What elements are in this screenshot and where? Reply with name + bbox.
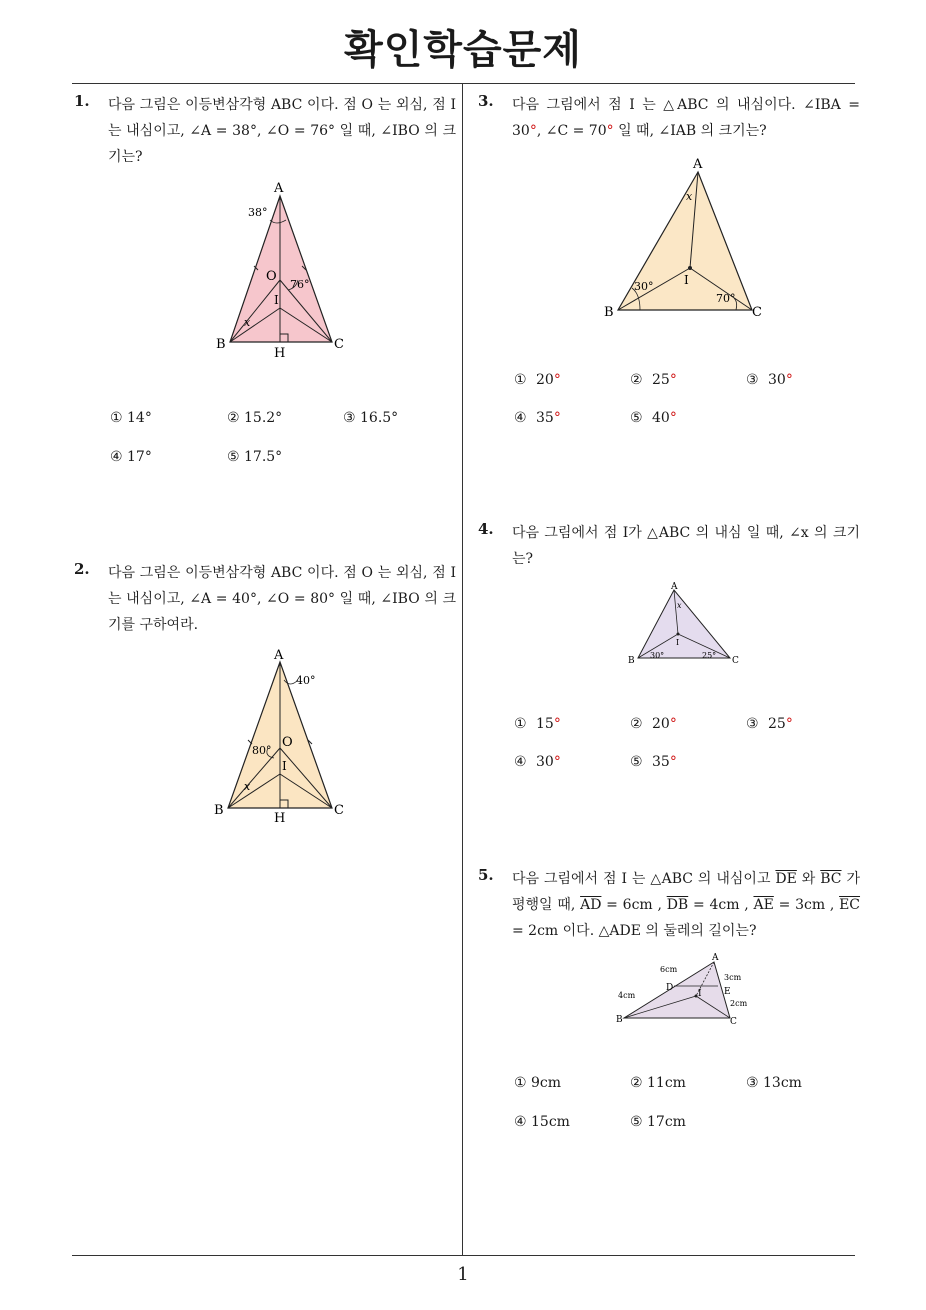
- label-i: I: [698, 989, 702, 999]
- choice-5-5[interactable]: ⑤ 17cm: [630, 1114, 686, 1130]
- label-ec: 2cm: [730, 999, 748, 1008]
- choice-3-4[interactable]: [514, 410, 561, 426]
- column-divider: [462, 83, 463, 1256]
- choice-value: 40: [652, 410, 670, 426]
- text-part: = 4cm ,: [688, 897, 754, 913]
- label-db: 4cm: [618, 991, 636, 1000]
- choice-3-3[interactable]: [746, 372, 793, 388]
- choice-number: ④: [514, 754, 527, 770]
- degree-mark: °: [785, 716, 793, 732]
- problem-text: 다음 그림은 이등변삼각형 ABC 이다. 점 O 는 외심, 점 I 는 내심이고, ∠A = 38°, ∠O = 76° 일 때, ∠IBO 의 크기는?: [108, 97, 456, 165]
- choice-number: ①: [514, 716, 527, 732]
- page-number: 1: [457, 1264, 469, 1285]
- text-part: 가 평행일 때,: [512, 871, 860, 913]
- choice-4-5[interactable]: [630, 754, 677, 770]
- segment-ae: $\overline{AE}$: [753, 897, 774, 913]
- choice-value: 20: [652, 716, 670, 732]
- choice-1-3[interactable]: ③ 16.5°: [343, 410, 399, 426]
- segment-db: $\overline{DB}$: [666, 897, 689, 913]
- label-b: B: [628, 656, 635, 666]
- label-angle-c: 25°: [702, 651, 717, 660]
- label-b: B: [604, 305, 614, 320]
- figure-problem-4: [622, 580, 746, 670]
- figure-problem-5: [612, 950, 762, 1030]
- degree-mark: °: [553, 754, 561, 770]
- label-angle-b: 30°: [634, 280, 654, 293]
- choice-number: ③: [746, 372, 759, 388]
- choice-4-2[interactable]: [630, 716, 677, 732]
- label-a: A: [274, 648, 284, 663]
- choice-1-5[interactable]: ⑤ 17.5°: [227, 449, 283, 465]
- choice-4-4[interactable]: [514, 754, 561, 770]
- degree-mark: °: [553, 372, 561, 388]
- label-i: I: [274, 293, 279, 307]
- label-angle-x: x: [244, 316, 251, 329]
- segment-de: $\overline{DE}$: [775, 871, 797, 887]
- label-a: A: [671, 582, 678, 592]
- label-h: H: [274, 811, 286, 826]
- problem-number: 2.: [74, 560, 90, 578]
- label-a: A: [274, 181, 284, 196]
- label-a: A: [712, 953, 719, 963]
- label-angle-x: x: [677, 601, 682, 610]
- choice-value: 20: [536, 372, 554, 388]
- label-c: C: [334, 803, 344, 818]
- degree-mark: °: [553, 716, 561, 732]
- segment-ad: $\overline{AD}$: [580, 897, 602, 913]
- degree-mark: °: [669, 716, 677, 732]
- choice-5-1[interactable]: ① 9cm: [514, 1075, 562, 1091]
- label-ae: 3cm: [724, 973, 742, 982]
- choice-value: 25: [768, 716, 786, 732]
- degree-mark: °: [606, 123, 614, 139]
- choice-value: 30: [536, 754, 554, 770]
- choice-value: 30: [768, 372, 786, 388]
- choice-3-5[interactable]: [630, 410, 677, 426]
- label-c: C: [732, 656, 739, 666]
- label-c: C: [752, 305, 762, 320]
- choice-number: ⑤: [630, 410, 643, 426]
- text-part: = 2cm 이다. △ADE 의 둘레의 길이는?: [512, 923, 757, 939]
- label-d: D: [666, 983, 674, 993]
- degree-mark: °: [553, 410, 561, 426]
- text-part: = 3cm ,: [773, 897, 840, 913]
- degree-mark: °: [669, 372, 677, 388]
- choice-4-3[interactable]: [746, 716, 793, 732]
- label-angle-o: 76°: [290, 278, 310, 291]
- label-angle-x: x: [244, 780, 251, 793]
- label-angle-c: 70°: [716, 292, 736, 305]
- label-b: B: [216, 337, 226, 352]
- label-c: C: [334, 337, 344, 352]
- text-part: , ∠C = 70: [536, 123, 607, 139]
- problem-text: [512, 92, 860, 144]
- choice-1-2[interactable]: ② 15.2°: [227, 410, 283, 426]
- problem-number: 4.: [478, 520, 494, 538]
- problem-number: 5.: [478, 866, 494, 884]
- degree-mark: °: [785, 372, 793, 388]
- label-c: C: [730, 1017, 737, 1027]
- label-h: H: [274, 346, 286, 361]
- figure-problem-2: [210, 644, 360, 828]
- segment-bc: $\overline{BC}$: [820, 871, 842, 887]
- label-i: I: [676, 638, 680, 647]
- text-part: 일 때, ∠IAB 의 크기는?: [613, 123, 767, 139]
- choice-4-1[interactable]: [514, 716, 561, 732]
- label-i: I: [282, 759, 287, 773]
- label-o: O: [282, 735, 293, 750]
- text-part: 와: [796, 871, 821, 887]
- text-part: 다음 그림에서 점 I 는 △ABC 의 내심이다. ∠IBA = 30: [512, 97, 860, 139]
- top-rule: [72, 83, 855, 84]
- choice-number: ②: [630, 372, 643, 388]
- choice-value: 35: [536, 410, 554, 426]
- choice-5-3[interactable]: ③ 13cm: [746, 1075, 802, 1091]
- label-b: B: [214, 803, 224, 818]
- choice-1-1[interactable]: ① 14°: [110, 410, 152, 426]
- figure-problem-1: [210, 176, 360, 362]
- choice-5-4[interactable]: ④ 15cm: [514, 1114, 570, 1130]
- problem-text: 다음 그림에서 점 I가 △ABC 의 내심 일 때, ∠x 의 크기는?: [512, 525, 860, 567]
- text-part: 다음 그림에서 점 I 는 △ABC 의 내심이고: [512, 871, 776, 887]
- label-angle-o: 80°: [252, 744, 272, 757]
- label-angle-b: 30°: [650, 651, 665, 660]
- degree-mark: °: [669, 754, 677, 770]
- figure-problem-3: [596, 152, 776, 322]
- problem-number: 3.: [478, 92, 494, 110]
- label-angle-x: x: [686, 190, 693, 203]
- problem-number: 1.: [74, 92, 90, 110]
- label-i: I: [684, 273, 689, 287]
- label-ad: 6cm: [660, 965, 678, 974]
- problem-text: [512, 866, 860, 944]
- segment-ec: $\overline{EC}$: [839, 897, 861, 913]
- label-angle-a: 40°: [296, 674, 316, 687]
- choice-number: ③: [746, 716, 759, 732]
- label-b: B: [616, 1015, 623, 1025]
- degree-mark: °: [669, 410, 677, 426]
- text-part: = 6cm ,: [601, 897, 667, 913]
- label-a: A: [693, 157, 703, 172]
- bottom-rule: [72, 1255, 855, 1256]
- choice-value: 25: [652, 372, 670, 388]
- choice-number: ①: [514, 372, 527, 388]
- choice-5-2[interactable]: ② 11cm: [630, 1075, 686, 1091]
- label-e: E: [724, 987, 731, 997]
- degree-mark: °: [529, 123, 537, 139]
- label-o: O: [266, 269, 277, 284]
- label-angle-a: 38°: [248, 206, 268, 219]
- choice-3-2[interactable]: [630, 372, 677, 388]
- choice-1-4[interactable]: ④ 17°: [110, 449, 152, 465]
- problem-text: 다음 그림은 이등변삼각형 ABC 이다. 점 O 는 외심, 점 I 는 내심이고, ∠A = 40°, ∠O = 80° 일 때, ∠IBO 의 크기를 구하여라.: [108, 565, 456, 633]
- choice-number: ④: [514, 410, 527, 426]
- choice-3-1[interactable]: [514, 372, 561, 388]
- page-title: 확인학습문제: [344, 27, 582, 73]
- choice-value: 35: [652, 754, 670, 770]
- choice-value: 15: [536, 716, 554, 732]
- choice-number: ⑤: [630, 754, 643, 770]
- choice-number: ②: [630, 716, 643, 732]
